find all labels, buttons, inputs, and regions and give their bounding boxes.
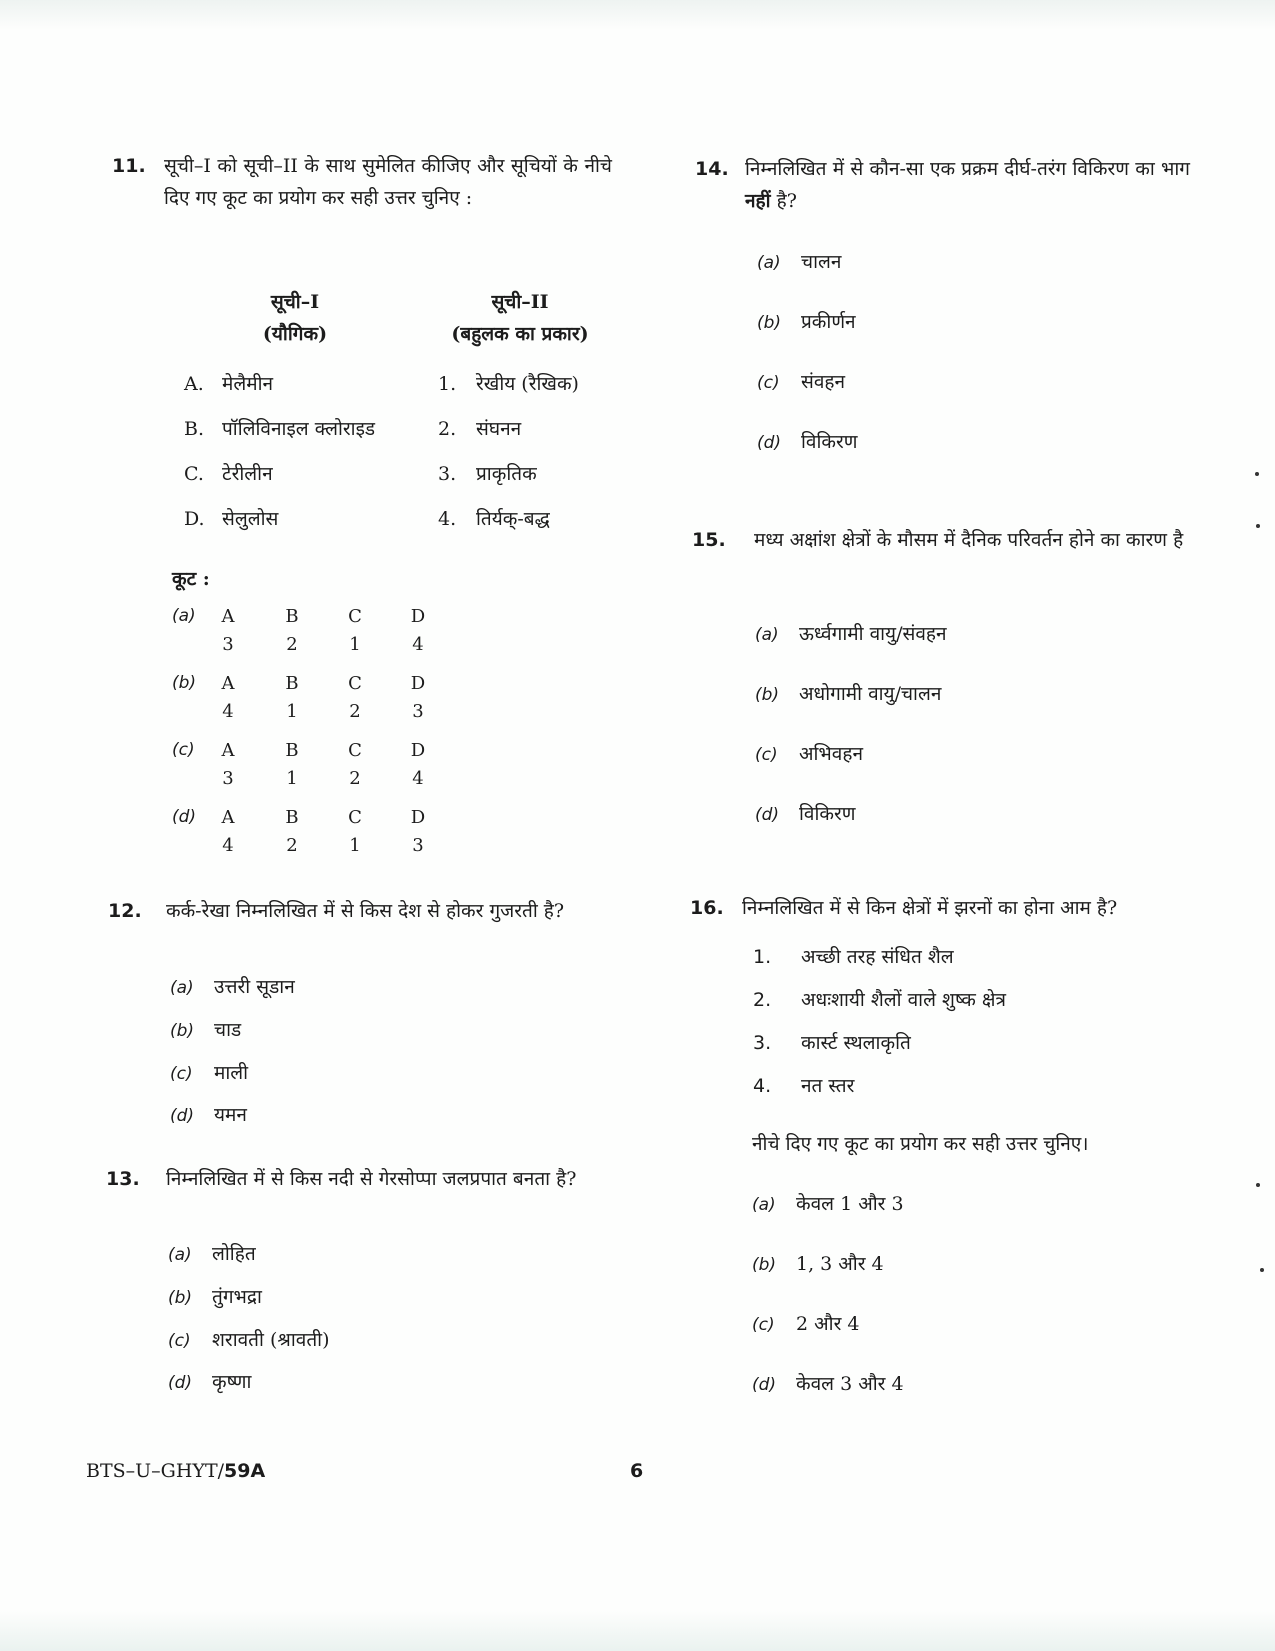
booklet-code: BTS–U–GHYT/59A <box>86 1460 266 1482</box>
code-options: (a) A B C D 3 2 1 4 (b) A B C D 4 1 2 3 (c) A B C D 3 1 2 4 (d) A B C D 4 2 1 3 <box>172 606 426 856</box>
statement-1: 1. अच्छी तरह संधित शैल <box>753 946 954 968</box>
option-b[interactable]: (b) 1, 3 और 4 <box>752 1253 884 1275</box>
question-15 <box>692 524 1190 556</box>
list-1-item: B. पॉलिविनाइल क्लोराइड <box>184 418 376 440</box>
option-a[interactable]: (a) लोहित <box>168 1243 256 1265</box>
scan-speck <box>1256 1183 1260 1187</box>
question-number: 16. <box>690 897 724 919</box>
list-2-item: 1. रेखीय (रैखिक) <box>438 373 579 395</box>
option-b[interactable]: (b) अधोगामी वायु/चालन <box>755 683 942 705</box>
option-d[interactable]: (d) केवल 3 और 4 <box>752 1373 904 1395</box>
emphasis-not: नहीं <box>745 190 771 212</box>
list-1-item: D. सेलुलोस <box>184 508 279 530</box>
list-2-title: सूची–II <box>491 291 549 313</box>
question-number: 12. <box>108 900 142 922</box>
question-12 <box>108 895 608 927</box>
question-number: 15. <box>692 529 726 551</box>
option-c[interactable]: (c) संवहन <box>757 371 846 393</box>
option-c[interactable]: (c) अभिवहन <box>755 743 863 765</box>
page-number: 6 <box>630 1460 644 1482</box>
statement-2: 2. अधःशायी शैलों वाले शुष्क क्षेत्र <box>753 989 1007 1011</box>
option-c[interactable]: (c) शरावती (श्रावती) <box>168 1329 330 1351</box>
question-number: 14. <box>695 158 729 180</box>
scan-edge-bottom <box>0 1611 1275 1651</box>
question-number: 13. <box>106 1168 140 1190</box>
scan-speck <box>1255 472 1259 476</box>
option-c[interactable]: (c) 2 और 4 <box>752 1313 860 1335</box>
option-a[interactable]: (a) चालन <box>757 251 842 273</box>
question-16 <box>690 892 1200 924</box>
list-1-item: A. मेलैमीन <box>184 373 274 395</box>
list-1-heading <box>230 286 360 350</box>
option-d[interactable]: (d) विकिरण <box>755 803 856 825</box>
scan-speck <box>1256 524 1260 528</box>
statement-4: 4. नत स्तर <box>753 1075 855 1097</box>
list-1-item: C. टेरीलीन <box>184 463 273 485</box>
option-a[interactable]: (a) केवल 1 और 3 <box>752 1193 904 1215</box>
list-2-item: 4. तिर्यक्-बद्ध <box>438 508 550 530</box>
question-text: निम्नलिखित में से किन क्षेत्रों में झरनों का होना आम है? <box>742 897 1118 919</box>
scan-speck <box>1260 1268 1264 1272</box>
option-a[interactable]: (a) उत्तरी सूडान <box>170 976 295 998</box>
list-1-subtitle: (यौगिक) <box>262 323 328 345</box>
option-a[interactable]: (a) ऊर्ध्वगामी वायु/संवहन <box>755 623 947 645</box>
question-13 <box>106 1163 608 1195</box>
question-text: मध्य अक्षांश क्षेत्रों के मौसम में दैनिक परिवर्तन होने का कारण है <box>754 529 1184 551</box>
question-text: सूची–I को सूची–II के साथ सुमेलित कीजिए और सूचियों के नीचे दिए गए कूट का प्रयोग कर सही उत्तर चुनिए : <box>164 155 612 209</box>
option-c[interactable]: (c) माली <box>170 1062 249 1084</box>
option-d[interactable]: (d) कृष्णा <box>168 1371 252 1393</box>
option-b[interactable]: (b) प्रकीर्णन <box>757 311 856 333</box>
option-d[interactable]: (d) विकिरण <box>757 431 858 453</box>
option-d[interactable]: (d) यमन <box>170 1104 247 1126</box>
list-2-item: 2. संघनन <box>438 418 522 440</box>
question-text: निम्नलिखित में से कौन-सा एक प्रक्रम दीर्घ-तरंग विकिरण का भाग नहीं है? <box>745 158 1190 212</box>
question-number: 11. <box>112 155 146 177</box>
list-2-heading <box>420 286 620 350</box>
option-b[interactable]: (b) चाड <box>170 1019 242 1041</box>
question-text: कर्क-रेखा निम्नलिखित में से किस देश से होकर गुजरती है? <box>166 900 565 922</box>
instruction-text: नीचे दिए गए कूट का प्रयोग कर सही उत्तर चुनिए। <box>752 1133 1089 1155</box>
statement-3: 3. कार्स्ट स्थलाकृति <box>753 1032 911 1054</box>
scan-edge-top <box>0 0 1275 30</box>
list-1-title: सूची–I <box>270 291 320 313</box>
question-11 <box>112 150 612 214</box>
option-b[interactable]: (b) तुंगभद्रा <box>168 1286 262 1308</box>
question-text: निम्नलिखित में से किस नदी से गेरसोप्पा जलप्रपात बनता है? <box>166 1168 577 1190</box>
list-2-item: 3. प्राकृतिक <box>438 463 537 485</box>
question-14 <box>695 153 1190 217</box>
code-label: कूट : <box>172 568 210 590</box>
list-2-subtitle: (बहुलक का प्रकार) <box>451 323 589 345</box>
